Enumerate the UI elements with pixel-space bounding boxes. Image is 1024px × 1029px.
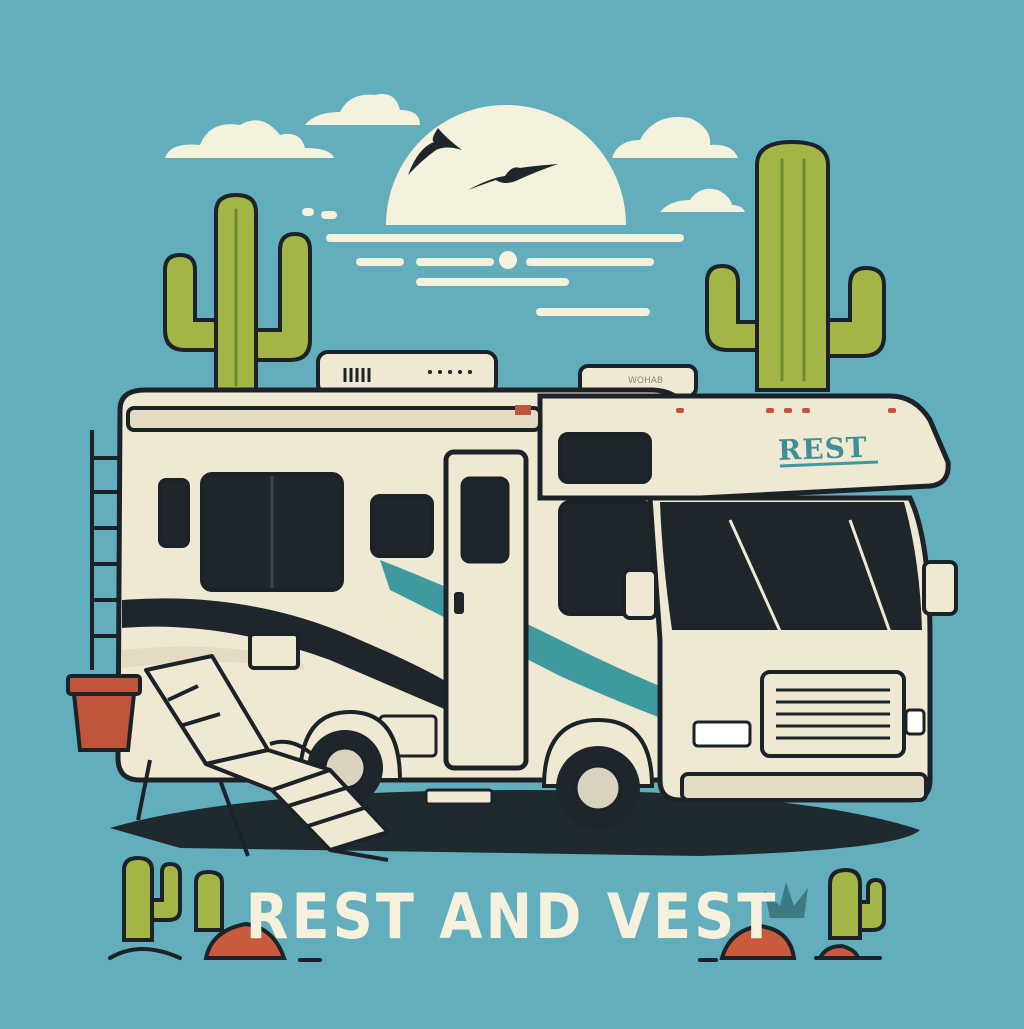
plant-pot-icon — [68, 676, 140, 750]
horizon-dot — [499, 251, 517, 269]
caption-text: REST AND VEST — [245, 880, 779, 953]
roof-vent-label: WOHAB — [628, 376, 664, 386]
rv-badge-text: REST — [777, 430, 869, 467]
